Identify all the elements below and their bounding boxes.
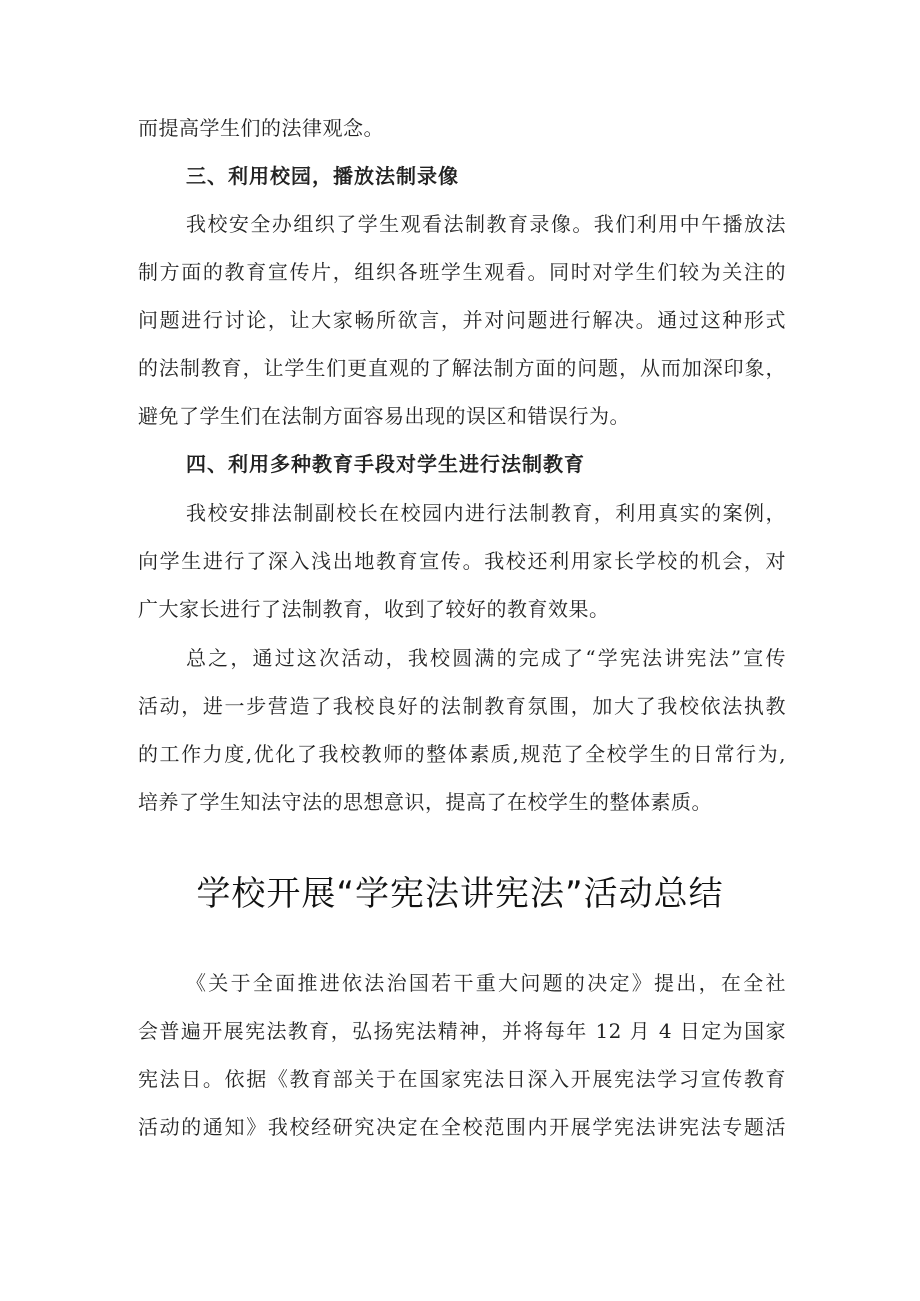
paragraph-line: 的法制教育，让学生们更直观的了解法制方面的问题，从而加深印象，: [138, 356, 786, 380]
paragraph-line: 向学生进行了深入浅出地教育宣传。我校还利用家长学校的机会，对: [138, 549, 786, 573]
paragraph-line: 宪法日。依据《教育部关于在国家宪法日深入开展宪法学习宣传教育: [138, 1067, 786, 1091]
paragraph-line: 《关于全面推进依法治国若干重大问题的决定》提出，在全社: [186, 971, 786, 995]
paragraph-line: 总之，通过这次活动，我校圆满的完成了“学宪法讲宪法”宣传: [186, 646, 786, 670]
paragraph-line: 的工作力度,优化了我校教师的整体素质,规范了全校学生的日常行为,: [138, 742, 786, 766]
paragraph-line: 我校安排法制副校长在校园内进行法制教育，利用真实的案例，: [186, 501, 786, 525]
paragraph-line: 活动的通知》我校经研究决定在全校范围内开展学宪法讲宪法专题活: [138, 1115, 786, 1139]
section-heading: 四、利用多种教育手段对学生进行法制教育: [186, 452, 585, 476]
paragraph-line: 而提高学生们的法律观念。: [138, 116, 384, 140]
paragraph-line: 活动，进一步营造了我校良好的法制教育氛围，加大了我校依法执教: [138, 694, 786, 718]
paragraph-line: 广大家长进行了法制教育，收到了较好的教育效果。: [138, 597, 610, 621]
paragraph-line: 培养了学生知法守法的思想意识，提高了在校学生的整体素质。: [138, 790, 712, 814]
paragraph-line: 问题进行讨论，让大家畅所欲言，并对问题进行解决。通过这种形式: [138, 308, 786, 332]
document-title: 学校开展“学宪法讲宪法”活动总结: [196, 874, 724, 914]
paragraph-line: 避免了学生们在法制方面容易出现的误区和错误行为。: [138, 404, 630, 428]
paragraph-line: 我校安全办组织了学生观看法制教育录像。我们利用中午播放法: [186, 212, 786, 236]
paragraph-line: 制方面的教育宣传片，组织各班学生观看。同时对学生们较为关注的: [138, 260, 786, 284]
paragraph-line: 会普遍开展宪法教育，弘扬宪法精神，并将每年 12 月 4 日定为国家: [138, 1019, 786, 1043]
section-heading: 三、利用校园，播放法制录像: [186, 164, 459, 188]
